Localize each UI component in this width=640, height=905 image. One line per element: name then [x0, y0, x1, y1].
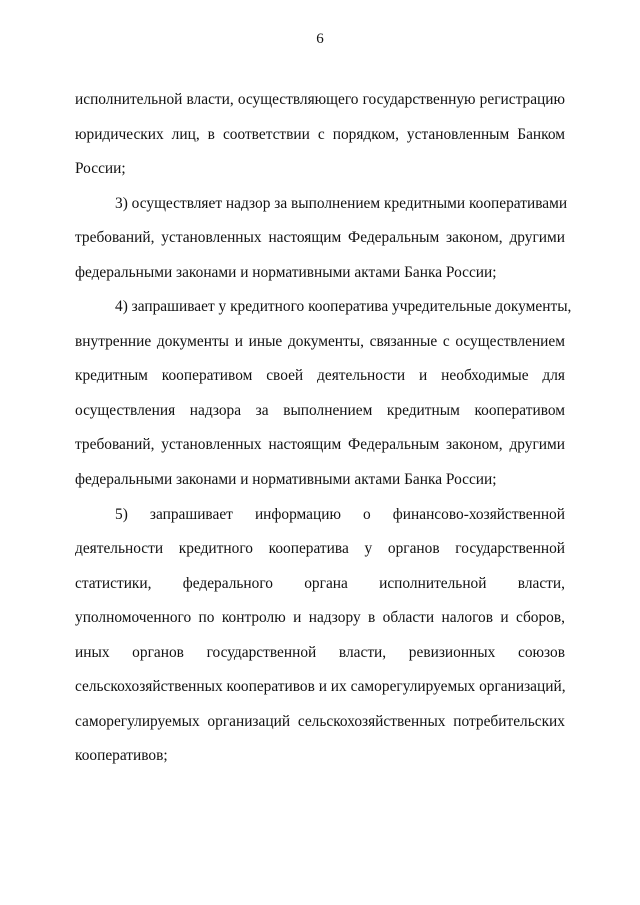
text-line: исполнительной власти, осуществляющего государственную регистрацию — [75, 91, 565, 108]
text-line: иных органов государственной власти, ревизионных союзов — [75, 644, 565, 661]
text-line: России; — [75, 160, 126, 177]
text-line: 4) запрашивает у кредитного кооператива учредительные документы, — [115, 298, 572, 315]
text-line: 5) запрашивает информацию о финансово-хозяйственной — [115, 506, 565, 523]
text-line: требований, установленных настоящим Федеральным законом, другими — [75, 436, 565, 453]
text-line: саморегулируемых организаций сельскохозяйственных потребительских — [75, 713, 565, 730]
text-line: требований, установленных настоящим Федеральным законом, другими — [75, 229, 565, 246]
text-line: кредитным кооперативом своей деятельности и необходимые для — [75, 367, 565, 384]
text-line: федеральными законами и нормативными актами Банка России; — [75, 264, 497, 281]
text-line: внутренние документы и иные документы, связанные с осуществлением — [75, 333, 565, 350]
text-line: кооперативов; — [75, 747, 168, 764]
text-line: юридических лиц, в соответствии с порядком, установленным Банком — [75, 126, 565, 143]
text-line: статистики, федерального органа исполнительной власти, — [75, 575, 565, 592]
text-line: деятельности кредитного кооператива у органов государственной — [75, 540, 565, 557]
text-line: сельскохозяйственных кооперативов и их саморегулируемых организаций, — [75, 678, 566, 695]
text-line: уполномоченного по контролю и надзору в области налогов и сборов, — [75, 609, 565, 626]
page-number: 6 — [316, 31, 324, 47]
text-line: 3) осуществляет надзор за выполнением кредитными кооперативами — [115, 195, 568, 212]
text-line: осуществления надзора за выполнением кредитным кооперативом — [75, 402, 565, 419]
text-line: федеральными законами и нормативными актами Банка России; — [75, 471, 497, 488]
